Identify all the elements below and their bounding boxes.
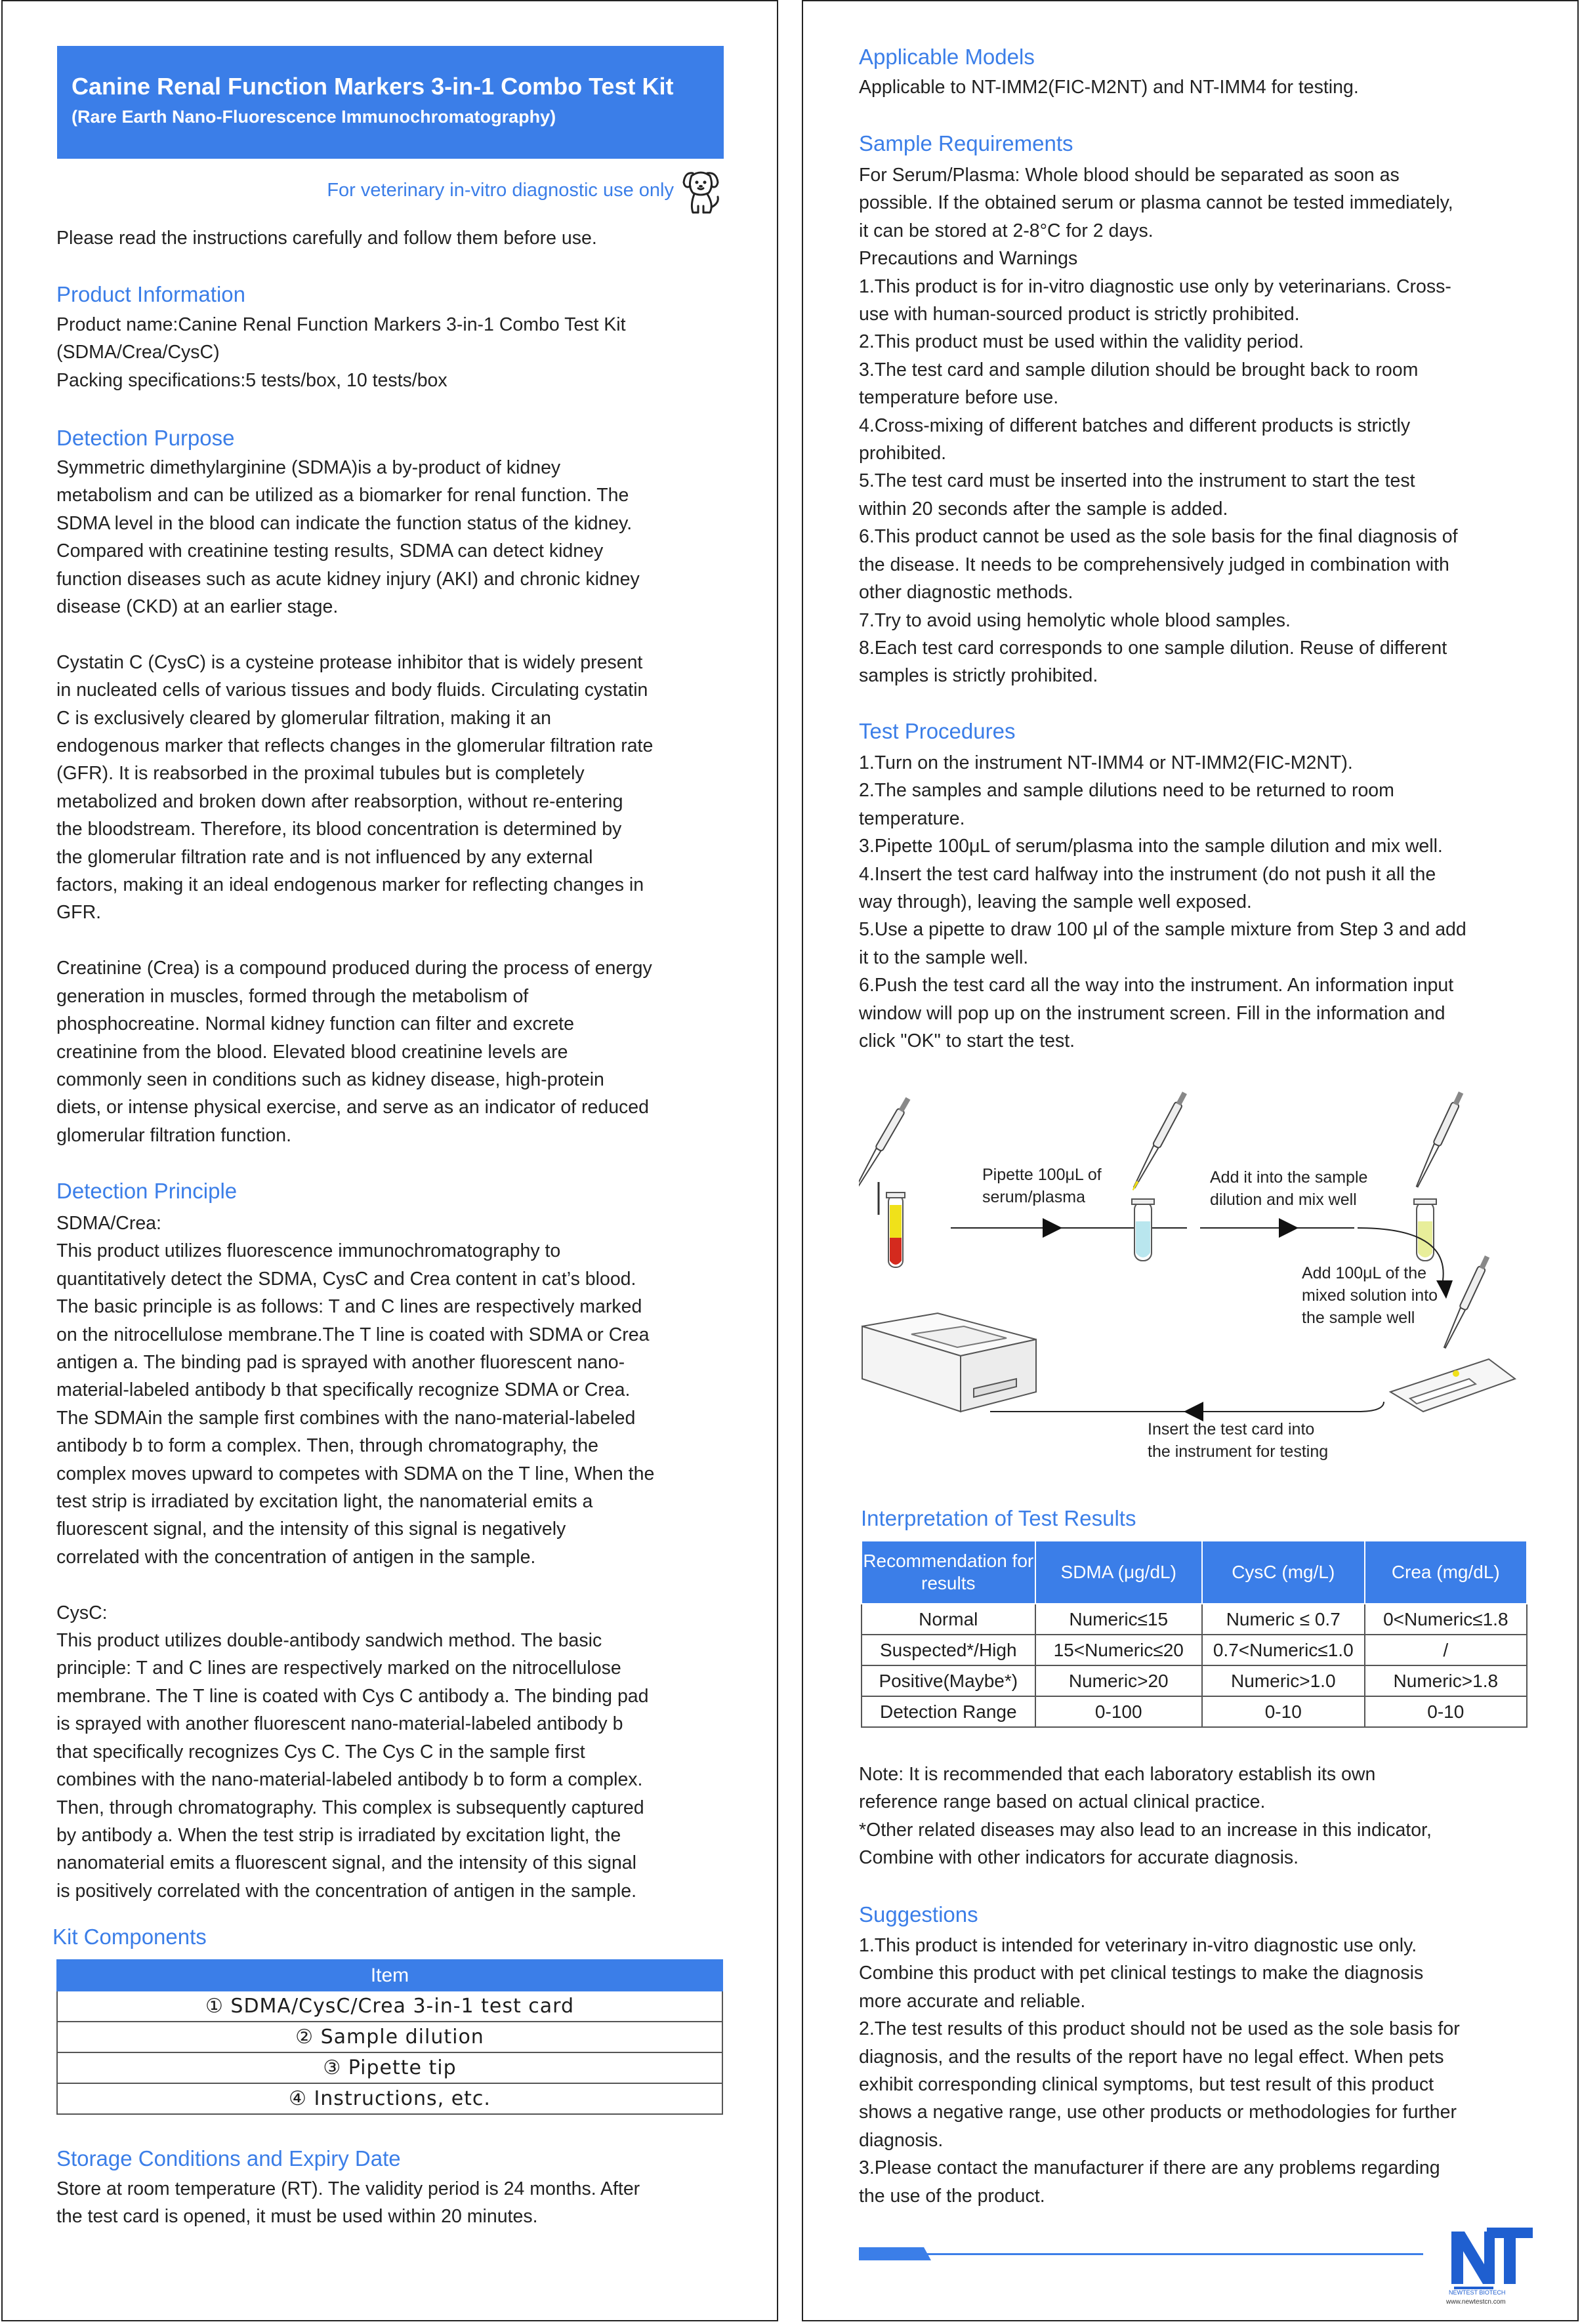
dog-icon <box>678 167 724 218</box>
pipette-icon <box>1413 1091 1465 1188</box>
table-cell: Numeric>1.8 <box>1365 1665 1527 1696</box>
suggestions-body: 1.This product is intended for veterinary in-vitro diagnostic use only. Combine this product with pet clinical testings to make the diagnosis more accurate and reliable. 2.The test results of this product should not be used as the sole basis for diagnosis, and the results of the report have no legal effect. When pets exhibit corresponding clinical symptoms, but test result of this product shows a negative range, use other products or methodologies for further diagnosis. 3.Please contact the manufacturer if there are any problems regarding the use of the product. <box>859 1935 1460 2207</box>
column-header: CysC (mg/L) <box>1202 1541 1365 1604</box>
table-cell: 0<Numeric≤1.8 <box>1365 1604 1527 1635</box>
table-cell: Numeric>20 <box>1035 1665 1202 1696</box>
detection-purpose-body: Symmetric dimethylarginine (SDMA)is a by-product of kidney metabolism and can be utilized as a biomarker for renal function. The SDMA level in the blood can indicate the function status of the kidney. Compared with creatinine testing results, SDMA can detect kidney function diseases such as acute kidney injury (AKI) and chronic kidney disease (CKD) at an earlier stage. Cystatin C (CysC) is a cysteine protease inhibitor that is widely present in nucleated cells of various tissues and body fluids. Circulating cystatin C is exclusively cleared by glomerular filtration, making it an endogenous marker that reflects changes in the glomerular filtration rate (GFR). It is reabsorbed in the proximal tubules but is completely metabolized and broken down after reabsorption, without re-entering the bloodstream. Therefore, its blood concentration is determined by the glomerular filtration rate and is not influenced by any external factors, making it an ideal endogenous marker for reflecting changes in GFR. Creatinine (Crea) is a compound produced during the process of energy generation in muscles, formed through the metabolism of phosphocreatine. Normal kidney function can filter and excrete creatinine from the blood. Elevated blood creatinine levels are commonly seen in conditions such as kidney disease, high-protein diets, or intense physical exercise, and serve as an indicator of reduced glomerular filtration function. <box>56 457 654 1146</box>
diagram-label-step1: Pipette 100μL of serum/plasma <box>982 1166 1102 1206</box>
right-panel <box>802 0 1579 2321</box>
table-cell: / <box>1365 1635 1527 1665</box>
test-procedures-heading: Test Procedures <box>859 719 1016 743</box>
arrow-icon <box>1200 1218 1354 1238</box>
logo-url: www.newtestcn.com <box>1446 2298 1506 2306</box>
table-cell: Normal <box>862 1604 1035 1635</box>
detection-principle-body: SDMA/Crea: This product utilizes fluorescence immunochromatography to quantitatively detect the SDMA, CysC and Crea content in cat’s blood. The basic principle is as follows: T and C lines are respectively marked on the nitrocellulose membrane.The T line is coated with SDMA or Crea antigen a. The binding pad is sprayed with another fluorescent nano- material-labeled antibody b that specifically recognize SDMA or Crea. The SDMAin the sample first combines with the nano-material-labeled antibody b to form a complex. Then, through chromatography, the complex moves upward to competes with SDMA on the T line, When the test strip is irradiated by excitation light, the nanomaterial emits a fluorescent signal, and the intensity of this signal is negatively correlated with the concentration of antigen in the sample. CysC: This product utilizes double-antibody sandwich method. The basic principle: T and C lines are respectively marked on the nitrocellulose membrane. The T line is coated with Cys C antibody a. The binding pad is sprayed with another fluorescent nano-material-labeled antibody b that specifically recognizes Cys C. The Cys C in the sample first combines with the nano-material-labeled antibody b to form a complex. Then, through chromatography. This complex is subsequently captured by antibody a. When the test strip is irradiated by excitation light, the nanomaterial emits a fluorescent signal, and the intensity of this signal is positively correlated with the concentration of antigen in the sample. <box>56 1213 655 1902</box>
intro-text: Please read the instructions carefully and follow them before use. <box>56 228 597 249</box>
results-table <box>861 1540 1528 1728</box>
table-cell: Suspected*/High <box>862 1635 1035 1665</box>
applicable-models-heading: Applicable Models <box>859 45 1035 69</box>
table-row <box>57 2022 722 2052</box>
instrument-icon <box>862 1313 1036 1412</box>
storage-body: Store at room temperature (RT). The validity period is 24 months. After the test card is opened, it must be used within 20 minutes. <box>56 2178 640 2228</box>
table-row <box>862 1665 1527 1696</box>
pipette-icon <box>1442 1255 1491 1349</box>
pipette-icon <box>1129 1091 1188 1192</box>
table-cell: Numeric ≤ 0.7 <box>1202 1604 1365 1635</box>
detection-principle-heading: Detection Principle <box>56 1179 238 1203</box>
product-information-body: Product name:Canine Renal Function Markers 3-in-1 Combo Test Kit (SDMA/Crea/CysC) Packing specifications:5 tests/box, 10 tests/box <box>56 314 626 391</box>
kit-item: ③ Pipette tip <box>57 2052 722 2083</box>
table-row <box>862 1604 1527 1635</box>
kit-item: ② Sample dilution <box>57 2022 722 2052</box>
pipette-icon <box>859 1097 911 1192</box>
table-row <box>57 2083 722 2114</box>
interpretation-heading: Interpretation of Test Results <box>861 1506 1136 1530</box>
kit-item: ④ Instructions, etc. <box>57 2083 722 2114</box>
kit-components-heading: Kit Components <box>52 1925 207 1949</box>
left-panel <box>1 0 778 2321</box>
table-row <box>862 1696 1527 1727</box>
arrow-icon <box>1436 1280 1453 1299</box>
table-cell: Positive(Maybe*) <box>862 1665 1035 1696</box>
kit-item: ① SDMA/CysC/Crea 3-in-1 test card <box>57 1991 722 2022</box>
product-information-heading: Product Information <box>56 282 245 306</box>
tube-icon <box>1132 1199 1154 1261</box>
title-box <box>57 46 724 159</box>
table-cell: Detection Range <box>862 1696 1035 1727</box>
tube-icon <box>886 1193 905 1267</box>
logo-tagline: NEWTEST BIOTECH <box>1449 2289 1506 2296</box>
kit-column-header: Item <box>57 1960 722 1991</box>
instrument-icon <box>1390 1359 1515 1412</box>
logo-icon <box>1446 2218 1538 2310</box>
applicable-models-body: Applicable to NT-IMM2(FIC-M2NT) and NT-IMM4 for testing. <box>859 77 1359 98</box>
table-cell: Numeric≤15 <box>1035 1604 1202 1635</box>
table-cell: 0.7<Numeric≤1.0 <box>1202 1635 1365 1665</box>
table-row <box>862 1635 1527 1665</box>
document-title: Canine Renal Function Markers 3-in-1 Combo Test Kit <box>72 73 674 100</box>
suggestions-heading: Suggestions <box>859 1902 978 1926</box>
table-cell: 0-100 <box>1035 1696 1202 1727</box>
diagram-label-step4: Insert the test card into the instrument for testing <box>1148 1420 1329 1461</box>
diagram-label-step2: Add it into the sample dilution and mix well <box>1210 1168 1368 1209</box>
storage-heading: Storage Conditions and Expiry Date <box>56 2146 401 2171</box>
table-cell: 0-10 <box>1202 1696 1365 1727</box>
table-header-row <box>862 1541 1527 1604</box>
column-header: SDMA (μg/dL) <box>1035 1541 1202 1604</box>
vet-notice: For veterinary in-vitro diagnostic use only <box>327 180 674 201</box>
detection-purpose-heading: Detection Purpose <box>56 426 235 450</box>
column-header: Recommendation for results <box>862 1541 1035 1604</box>
table-cell: 15<Numeric≤20 <box>1035 1635 1202 1665</box>
diagram-label-step3: Add 100μL of the mixed solution into the sample well <box>1302 1264 1438 1327</box>
sample-requirements-heading: Sample Requirements <box>859 131 1073 155</box>
tube-icon <box>1414 1199 1436 1261</box>
sample-requirements-body: For Serum/Plasma: Whole blood should be separated as soon as possible. If the obtained serum or plasma cannot be tested immediately, it can be stored at 2-8°C for 2 days. Precautions and Warnings 1.This product is for in-vitro diagnostic use only by veterinarians. Cross- use with human-sourced product is strictly prohibited. 2.This product must be used within the validity period. 3.The test card and sample dilution should be brought back to room temperature before use. 4.Cross-mixing of different batches and different products is strictly prohibited. 5.The test card must be inserted into the instrument to start the test within 20 seconds after the sample is added. 6.This product cannot be used as the sole basis for the final diagnosis of the disease. It needs to be comprehensively judged in combination with other diagnostic methods. 7.Try to avoid using hemolytic whole blood samples. 8.Each test card corresponds to one sample dilution. Reuse of different samples is strictly prohibited. <box>859 165 1458 687</box>
column-header: Crea (mg/dL) <box>1365 1541 1527 1604</box>
note-body: Note: It is recommended that each laboratory establish its own reference range based on actual clinical practice. *Other related diseases may also lead to an increase in this indicator, Combine with other indicators for accurate diagnosis. <box>859 1764 1432 1869</box>
test-procedures-body: 1.Turn on the instrument NT-IMM4 or NT-IMM2(FIC-M2NT). 2.The samples and sample dilutions need to be returned to room temperature. 3.Pipette 100μL of serum/plasma into the sample dilution and mix well. 4.Insert the test card halfway into the instrument (do not push it all the way through), leaving the sample well exposed. 5.Use a pipette to draw 100 μl of the sample mixture from Step 3 and add it to the sample well. 6.Push the test card all the way into the instrument. An information input window will pop up on the instrument screen. Fill in the information and click "OK" to start the test. <box>859 752 1466 1052</box>
table-cell: Numeric>1.0 <box>1202 1665 1365 1696</box>
kit-components-table <box>56 1959 723 2115</box>
table-row <box>57 1991 722 2022</box>
table-row <box>57 1960 722 1991</box>
table-cell: 0-10 <box>1365 1696 1527 1727</box>
document-subtitle: (Rare Earth Nano-Fluorescence Immunochromatography) <box>72 107 556 127</box>
procedure-diagram <box>859 1090 1528 1477</box>
footer-rule <box>859 2253 1423 2255</box>
table-row <box>57 2052 722 2083</box>
